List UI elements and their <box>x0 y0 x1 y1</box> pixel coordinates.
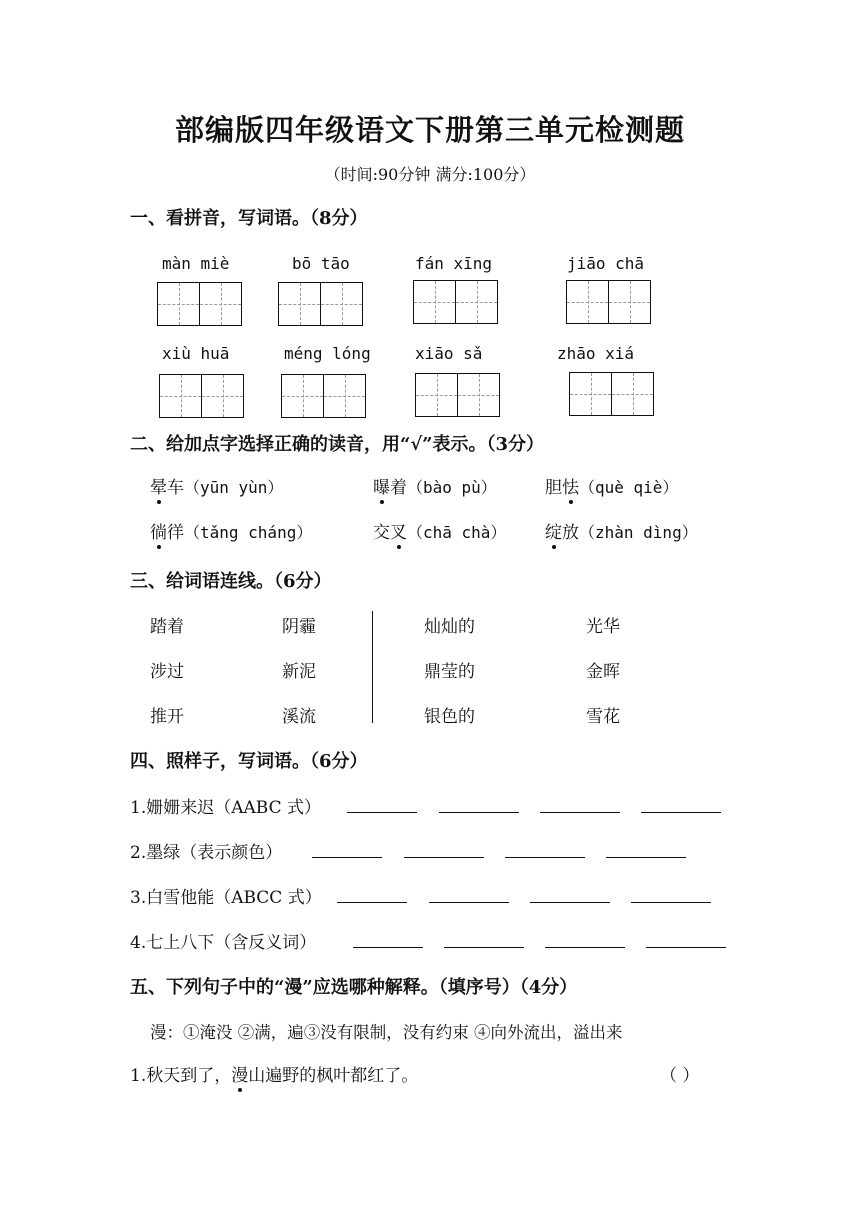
match-word[interactable]: 灿灿的 <box>424 617 475 637</box>
example-prompt: 2.墨绿（表示颜色） <box>130 843 283 863</box>
pinyin-label: zhāo xiá <box>557 344 635 363</box>
sentence-1: 1.秋天到了，漫山遍野的枫叶都红了。 <box>130 1061 418 1086</box>
pinyin-label: fán xīng <box>415 254 493 273</box>
answer-blank[interactable] <box>347 811 417 813</box>
writing-grid[interactable] <box>413 280 498 324</box>
match-word[interactable]: 阴霾 <box>282 617 316 637</box>
page-title: 部编版四年级语文下册第三单元检测题 <box>174 113 685 147</box>
answer-blank[interactable] <box>337 901 407 903</box>
answer-blank[interactable] <box>429 901 509 903</box>
answer-blank[interactable] <box>631 901 711 903</box>
match-word[interactable]: 金晖 <box>586 662 620 682</box>
pinyin-label: xiāo sǎ <box>415 344 483 363</box>
answer-blank[interactable] <box>606 856 686 858</box>
writing-grid[interactable] <box>569 372 654 416</box>
writing-grid[interactable] <box>278 282 363 326</box>
match-word[interactable]: 鼎莹的 <box>424 662 475 682</box>
writing-grid[interactable] <box>281 374 366 418</box>
exam-info: （时间:90分钟 满分:100分） <box>324 165 536 184</box>
example-prompt: 3.白雪他能（ABCC 式） <box>130 888 322 908</box>
writing-grid[interactable] <box>566 280 651 324</box>
section-5-heading: 五、下列句子中的“漫”应选哪种解释。（填序号）（4分） <box>130 977 578 998</box>
pinyin-label: xiù huā <box>162 344 230 363</box>
reading-item: 绽放（zhàn dìng） <box>545 518 698 543</box>
answer-paren[interactable]: （ ） <box>660 1066 700 1086</box>
match-word[interactable]: 新泥 <box>282 662 316 682</box>
match-word[interactable]: 踏着 <box>150 617 184 637</box>
answer-blank[interactable] <box>530 901 610 903</box>
section-4-heading: 四、照样子，写词语。（6分） <box>130 751 368 772</box>
match-word[interactable]: 涉过 <box>150 662 184 682</box>
answer-blank[interactable] <box>646 946 726 948</box>
reading-item: 晕车（yūn yùn） <box>150 473 283 498</box>
reading-item: 曝着（bào pù） <box>373 473 497 498</box>
answer-blank[interactable] <box>404 856 484 858</box>
definition-list: 漫：①淹没 ②满，遍③没有限制，没有约束 ④向外流出，溢出来 <box>150 1023 623 1042</box>
answer-blank[interactable] <box>312 856 382 858</box>
pinyin-label: jiāo chā <box>567 254 645 273</box>
match-word[interactable]: 银色的 <box>424 707 475 727</box>
section-3-heading: 三、给词语连线。（6分） <box>130 571 332 592</box>
answer-blank[interactable] <box>505 856 585 858</box>
writing-grid[interactable] <box>159 374 244 418</box>
writing-grid[interactable] <box>157 282 242 326</box>
match-word[interactable]: 光华 <box>586 617 620 637</box>
example-prompt: 1.姗姗来迟（AABC 式） <box>130 798 321 818</box>
section-1-heading: 一、看拼音，写词语。（8分） <box>130 208 368 229</box>
answer-blank[interactable] <box>444 946 524 948</box>
pinyin-label: màn miè <box>162 254 230 273</box>
divider-line <box>372 611 373 723</box>
match-word[interactable]: 推开 <box>150 707 184 727</box>
match-word[interactable]: 溪流 <box>282 707 316 727</box>
answer-blank[interactable] <box>641 811 721 813</box>
reading-item: 徜徉（tǎng cháng） <box>150 518 312 543</box>
reading-item: 交叉（chā chà） <box>373 518 506 543</box>
writing-grid[interactable] <box>415 373 500 417</box>
pinyin-label: méng lóng <box>284 344 371 363</box>
reading-item: 胆怯（què qiè） <box>545 473 678 498</box>
answer-blank[interactable] <box>540 811 620 813</box>
answer-blank[interactable] <box>439 811 519 813</box>
example-prompt: 4.七上八下（含反义词） <box>130 933 317 953</box>
section-2-heading: 二、给加点字选择正确的读音，用“√”表示。（3分） <box>130 434 545 455</box>
answer-blank[interactable] <box>353 946 423 948</box>
answer-blank[interactable] <box>545 946 625 948</box>
pinyin-label: bō tāo <box>292 254 350 273</box>
match-word[interactable]: 雪花 <box>586 707 620 727</box>
